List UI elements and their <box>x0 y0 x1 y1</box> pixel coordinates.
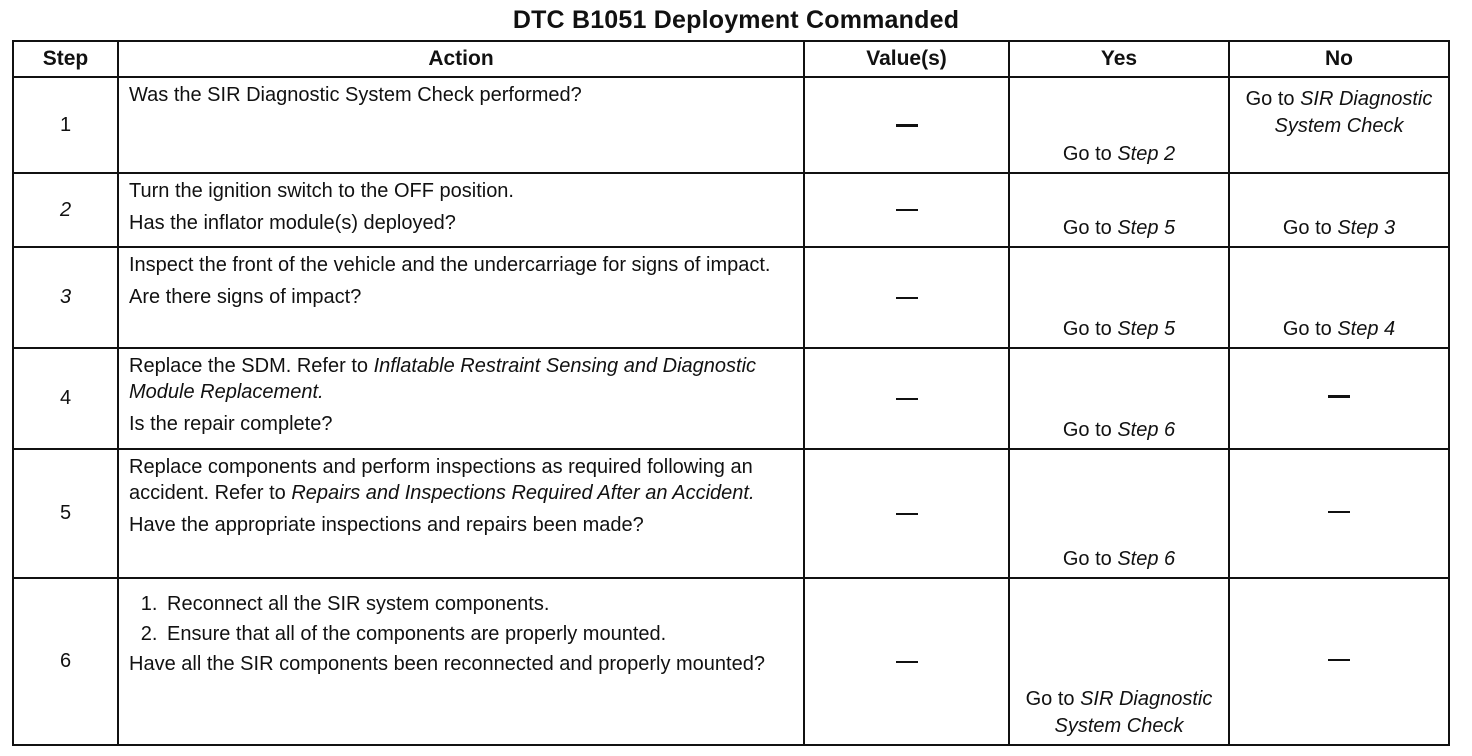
table-row <box>13 173 1449 247</box>
table-row <box>13 247 1449 348</box>
action-cell <box>118 77 804 173</box>
action-question: Is the repair complete? <box>129 413 333 435</box>
header-step: Step <box>13 41 118 77</box>
action-question: Have the appropriate inspections and repairs been made? <box>129 514 644 536</box>
no-cell <box>1229 449 1449 578</box>
header-action: Action <box>118 41 804 77</box>
yes-cell: Go to SIR Diagnostic System Check <box>1009 578 1229 745</box>
dash-mark <box>896 661 918 663</box>
no-cell <box>1229 348 1449 449</box>
diagnostic-table <box>12 40 1450 746</box>
step-number: 5 <box>13 449 118 578</box>
no-cell: Go to Step 4 <box>1229 247 1449 348</box>
action-text: Inspect the front of the vehicle and the undercarriage for signs of impact. <box>129 254 771 276</box>
yes-cell: Go to Step 6 <box>1009 449 1229 578</box>
dash-mark <box>1328 659 1350 661</box>
value-cell <box>804 578 1009 745</box>
action-list <box>129 591 793 647</box>
step-number: 1 <box>13 77 118 173</box>
list-item: 1. Reconnect all the SIR system components. <box>163 591 793 617</box>
action-cell <box>118 348 804 449</box>
header-no: No <box>1229 41 1449 77</box>
step-number: 4 <box>13 348 118 449</box>
table-row <box>13 77 1449 173</box>
action-cell <box>118 173 804 247</box>
step-number: 3 <box>13 247 118 348</box>
action-question: Are there signs of impact? <box>129 286 362 308</box>
yes-cell: Go to Step 5 <box>1009 247 1229 348</box>
dash-mark <box>896 124 918 127</box>
no-cell <box>1229 578 1449 745</box>
dash-mark <box>896 209 918 211</box>
value-cell <box>804 173 1009 247</box>
dash-mark <box>896 513 918 515</box>
step-number: 6 <box>13 578 118 745</box>
list-item: 2. Ensure that all of the components are properly mounted. <box>163 621 793 647</box>
action-question: Have all the SIR components been reconnected and properly mounted? <box>129 653 765 675</box>
no-cell: Go to Step 3 <box>1229 173 1449 247</box>
value-cell <box>804 348 1009 449</box>
dash-mark <box>896 297 918 299</box>
page-title: DTC B1051 Deployment Commanded <box>512 6 960 34</box>
value-cell <box>804 449 1009 578</box>
action-cell <box>118 449 804 578</box>
table-row <box>13 449 1449 578</box>
action-cell <box>118 578 804 745</box>
table-header-row <box>13 41 1449 77</box>
yes-cell: Go to Step 6 <box>1009 348 1229 449</box>
table-row <box>13 348 1449 449</box>
step-number: 2 <box>13 173 118 247</box>
action-text: Replace the SDM. Refer to Inflatable Restraint Sensing and Diagnostic Module Replacement. <box>129 355 757 403</box>
value-cell <box>804 77 1009 173</box>
action-question: Has the inflator module(s) deployed? <box>129 212 456 234</box>
dash-mark <box>1328 511 1350 513</box>
action-text: Was the SIR Diagnostic System Check performed? <box>129 84 582 106</box>
dash-mark <box>1328 395 1350 398</box>
dash-mark <box>896 398 918 400</box>
action-cell <box>118 247 804 348</box>
action-text: Replace components and perform inspections as required following an accident. Refer to Repairs and Inspections Required After an Accident. <box>129 456 755 504</box>
action-text: Turn the ignition switch to the OFF position. <box>129 180 514 202</box>
yes-cell: Go to Step 2 <box>1009 77 1229 173</box>
no-cell: Go to SIR Diagnostic System Check <box>1229 77 1449 173</box>
header-value: Value(s) <box>804 41 1009 77</box>
table-row <box>13 578 1449 745</box>
yes-cell: Go to Step 5 <box>1009 173 1229 247</box>
value-cell <box>804 247 1009 348</box>
header-yes: Yes <box>1009 41 1229 77</box>
